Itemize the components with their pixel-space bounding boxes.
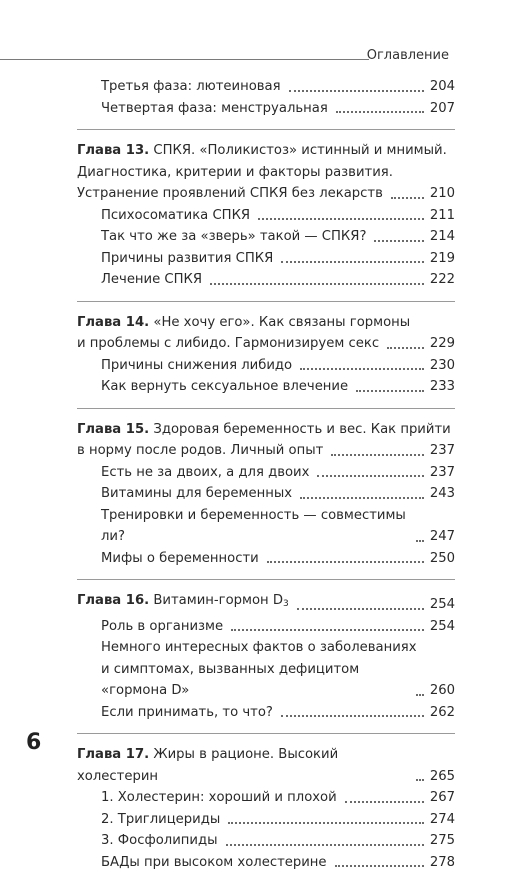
leader-dots: [345, 801, 424, 803]
page-number: 210: [430, 183, 455, 205]
toc-entry[interactable]: Причины развития СПКЯ 219: [77, 248, 455, 270]
leader-dots: [210, 283, 424, 285]
toc-entry[interactable]: Роль в организме 254: [77, 616, 455, 638]
toc-entry[interactable]: 1. Холестерин: хороший и плохой 267: [77, 787, 455, 809]
page-number: 237: [430, 462, 455, 484]
leader-dots: [356, 390, 424, 392]
chapter-heading-16[interactable]: Глава 16. Витамин-гормон $D_3$ 254: [77, 590, 455, 616]
page-number: 207: [430, 98, 455, 120]
leader-dots: [335, 865, 424, 867]
page-number: 250: [430, 548, 455, 570]
page-number: 254: [430, 616, 455, 638]
leader-dots: [281, 715, 424, 717]
page-number: 214: [430, 226, 455, 248]
chapter-divider: [77, 408, 455, 409]
toc-entry[interactable]: БАДы при высоком холестерине 278: [77, 852, 455, 873]
toc-entry[interactable]: Третья фаза: лютеиновая 204: [77, 76, 455, 98]
page-number: 247: [430, 526, 455, 548]
running-header: Оглавление: [367, 48, 449, 63]
toc-entry[interactable]: Лечение СПКЯ 222: [77, 269, 455, 291]
toc-entry[interactable]: Четвертая фаза: менструальная 207: [77, 98, 455, 120]
page-number: 233: [430, 376, 455, 398]
toc-entry-multiline[interactable]: Немного интересных фактов о заболеваниях и симптомах, вызванных дефицитом «гормона D» 260: [77, 637, 455, 702]
chapter-divider: [77, 579, 455, 580]
chapter-divider: [77, 733, 455, 734]
chapter-label: Глава 16.: [77, 593, 149, 608]
page-number: 222: [430, 269, 455, 291]
chapter-label: Глава 13.: [77, 143, 149, 158]
leader-dots: [289, 90, 424, 92]
page-number: 254: [430, 594, 455, 616]
page-number: 278: [430, 852, 455, 873]
chapter-label: Глава 15.: [77, 422, 149, 437]
chapter-heading-17[interactable]: Глава 17. Жиры в рационе. Высокий холестерин 265: [77, 744, 455, 787]
leader-dots: [387, 347, 424, 349]
toc-entry[interactable]: Если принимать, то что? 262: [77, 702, 455, 724]
leader-dots: [416, 779, 424, 781]
chapter-divider: [77, 129, 455, 130]
chapter-label: Глава 14.: [77, 315, 149, 330]
page-number: 260: [430, 680, 455, 702]
chapter-heading-13[interactable]: Глава 13. СПКЯ. «Поликистоз» истинный и мнимый. Диагностика, критерии и факторы развития. Устранение проявлений СПКЯ без лекарств 210: [77, 140, 455, 205]
leader-dots: [391, 197, 424, 199]
page-number: 230: [430, 355, 455, 377]
leader-dots: [416, 540, 424, 542]
leader-dots: [281, 261, 424, 263]
leader-dots: [300, 368, 424, 370]
leader-dots: [226, 844, 424, 846]
page-number: 211: [430, 205, 455, 227]
toc-entry[interactable]: Так что же за «зверь» такой — СПКЯ? 214: [77, 226, 455, 248]
leader-dots: [258, 218, 424, 220]
subscript: 3: [283, 599, 289, 609]
page-number: 267: [430, 787, 455, 809]
chapter-heading-14[interactable]: Глава 14. «Не хочу его». Как связаны гормоны и проблемы с либидо. Гармонизируем секс 229: [77, 312, 455, 355]
leader-dots: [228, 822, 424, 824]
chapter-divider: [77, 301, 455, 302]
page-number: 237: [430, 440, 455, 462]
leader-dots: [267, 561, 424, 563]
page-number: 204: [430, 76, 455, 98]
toc-entry[interactable]: 2. Триглицериды 274: [77, 809, 455, 831]
page-number: 243: [430, 483, 455, 505]
leader-dots: [374, 240, 423, 242]
toc-entry[interactable]: Как вернуть сексуальное влечение 233: [77, 376, 455, 398]
page-number: 219: [430, 248, 455, 270]
toc-entry[interactable]: Психосоматика СПКЯ 211: [77, 205, 455, 227]
chapter-heading-15[interactable]: Глава 15. Здоровая беременность и вес. Как прийти в норму после родов. Личный опыт 237: [77, 419, 455, 462]
toc-entry[interactable]: Тренировки и беременность — совместимы ли? 247: [77, 505, 455, 548]
leader-dots: [317, 475, 423, 477]
chapter-label: Глава 17.: [77, 747, 149, 762]
page-number: 274: [430, 809, 455, 831]
leader-dots: [331, 454, 424, 456]
page-folio: 6: [26, 730, 41, 755]
leader-dots: [336, 111, 424, 113]
leader-dots: [416, 694, 424, 696]
toc-entry[interactable]: Причины снижения либидо 230: [77, 355, 455, 377]
page-number: 262: [430, 702, 455, 724]
leader-dots: [231, 629, 424, 631]
toc-entry[interactable]: Витамины для беременных 243: [77, 483, 455, 505]
toc-entry[interactable]: Есть не за двоих, а для двоих 237: [77, 462, 455, 484]
page-number: 275: [430, 830, 455, 852]
leader-dots: [297, 608, 424, 610]
toc-entry[interactable]: 3. Фосфолипиды 275: [77, 830, 455, 852]
table-of-contents: [77, 76, 455, 873]
toc-entry[interactable]: Мифы о беременности 250: [77, 548, 455, 570]
header-rule: [0, 59, 369, 60]
leader-dots: [300, 497, 424, 499]
page-number: 229: [430, 333, 455, 355]
page-number: 265: [430, 766, 455, 788]
